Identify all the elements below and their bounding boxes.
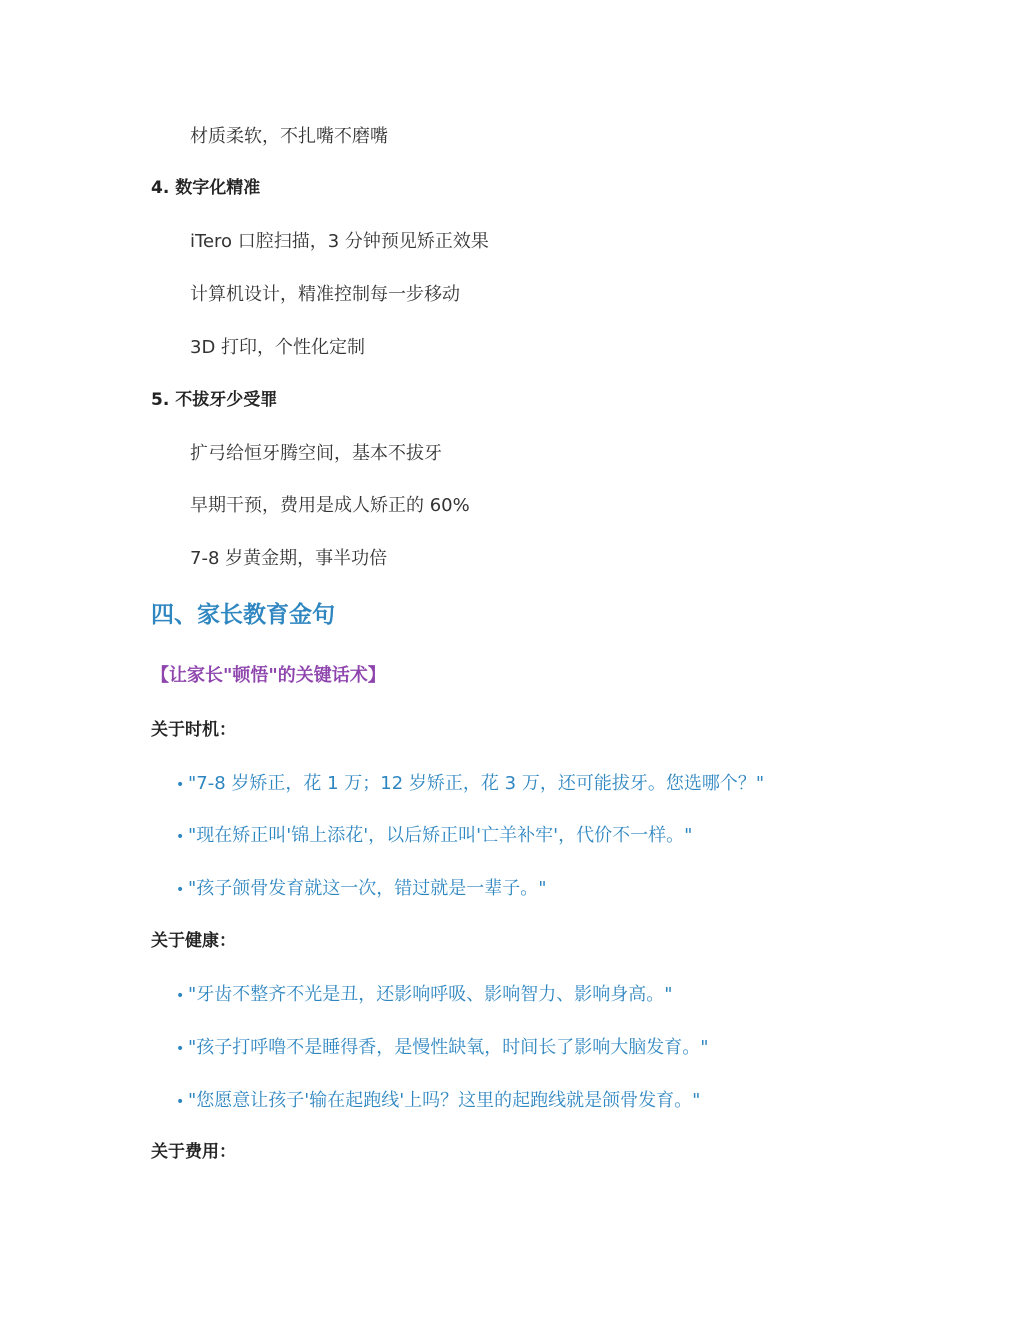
callout-key-phrases: 【让家长"顿悟"的关键话术】 <box>151 665 386 686</box>
bullet-icon: • <box>176 777 185 793</box>
feature-item-computer-design: 计算机设计，精准控制每一步移动 <box>190 284 460 305</box>
quote-text: "孩子打呼噜不是睡得香，是慢性缺氧，时间长了影响大脑发育。" <box>188 1037 709 1058</box>
bullet-icon: • <box>176 988 185 1004</box>
quote-item <box>176 880 547 898</box>
feature-item-soft-material: 材质柔软，不扎嘴不磨嘴 <box>190 126 388 147</box>
group-label-timing: 关于时机： <box>151 720 236 740</box>
section-title-parent-education: 四、家长教育金句 <box>151 602 335 628</box>
feature-item-itero-scan: iTero 口腔扫描，3 分钟预见矫正效果 <box>190 231 489 252</box>
bullet-icon: • <box>176 1041 185 1057</box>
feature-item-3d-print: 3D 打印，个性化定制 <box>190 337 366 358</box>
quote-text: "您愿意让孩子'输在起跑线'上吗？这里的起跑线就是颌骨发育。" <box>188 1090 701 1111</box>
group-label-health: 关于健康： <box>151 931 236 951</box>
quote-text: "7-8 岁矫正，花 1 万；12 岁矫正，花 3 万，还可能拔牙。您选哪个？" <box>188 773 765 794</box>
bullet-icon: • <box>176 829 185 845</box>
feature-item-arch-expansion: 扩弓给恒牙腾空间，基本不拔牙 <box>190 443 442 464</box>
quote-item <box>176 827 692 845</box>
bullet-icon: • <box>176 1094 185 1110</box>
feature-item-early-intervention: 早期干预，费用是成人矫正的 60% <box>190 495 470 516</box>
group-label-cost: 关于费用： <box>151 1142 236 1162</box>
heading-digital-precision: 4. 数字化精准 <box>151 178 261 198</box>
quote-text: "孩子颌骨发育就这一次，错过就是一辈子。" <box>188 878 547 899</box>
bullet-icon: • <box>176 882 185 898</box>
quote-item <box>176 1039 709 1057</box>
quote-text: "现在矫正叫'锦上添花'，以后矫正叫'亡羊补牢'，代价不一样。" <box>188 825 693 846</box>
quote-item <box>176 1092 700 1110</box>
quote-item <box>176 986 673 1004</box>
feature-item-golden-age: 7-8 岁黄金期，事半功倍 <box>190 548 388 569</box>
heading-no-extraction: 5. 不拔牙少受罪 <box>151 390 278 410</box>
quote-item <box>176 775 764 793</box>
quote-text: "牙齿不整齐不光是丑，还影响呼吸、影响智力、影响身高。" <box>188 984 673 1005</box>
